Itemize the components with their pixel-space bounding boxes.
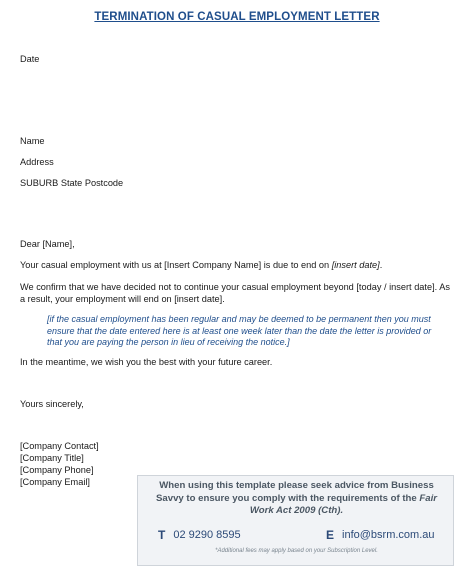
signature-email: [Company Email] bbox=[20, 477, 90, 487]
advice-banner bbox=[137, 475, 454, 566]
permanent-employment-note: [if the casual employment has been regular and may be deemed to be permanent then you must ensure that the date entered here is at least one week later than the date the letter is provided or that you are paying the person in lieu of receiving the notice.] bbox=[47, 314, 432, 347]
advice-footnote: *Additional fees may apply based on your Subscription Level. bbox=[215, 548, 378, 554]
email-icon: E bbox=[326, 528, 335, 542]
advice-phone: T 02 9290 8595 bbox=[158, 528, 241, 542]
recipient-address: Address bbox=[20, 157, 54, 167]
signature-title: [Company Title] bbox=[20, 453, 84, 463]
paragraph-end-date: Your casual employment with us at [Insert Company Name] is due to end on [insert date]. bbox=[20, 260, 383, 270]
paragraph-best-wishes: In the meantime, we wish you the best with your future career. bbox=[20, 357, 273, 367]
insert-date-placeholder: [insert date] bbox=[331, 260, 380, 270]
signature-contact: [Company Contact] bbox=[20, 441, 99, 451]
signature-phone: [Company Phone] bbox=[20, 465, 94, 475]
salutation: Dear [Name], bbox=[20, 239, 75, 249]
recipient-name: Name bbox=[20, 136, 45, 146]
date-label: Date bbox=[20, 54, 40, 64]
document-title: TERMINATION OF CASUAL EMPLOYMENT LETTER bbox=[94, 11, 380, 23]
paragraph-confirm: We confirm that we have decided not to continue your casual employment beyond [today / insert date]. As a result, your employment will end on [insert date]. bbox=[20, 282, 450, 304]
phone-icon: T bbox=[158, 528, 166, 542]
advice-email: E info@bsrm.com.au bbox=[326, 528, 435, 542]
recipient-suburb: SUBURB State Postcode bbox=[20, 178, 124, 188]
advice-text: When using this template please seek advice from Business Savvy to ensure you comply with the requirements of the Fair Work Act 2009 (Cth). bbox=[156, 480, 437, 516]
closing: Yours sincerely, bbox=[20, 399, 84, 409]
